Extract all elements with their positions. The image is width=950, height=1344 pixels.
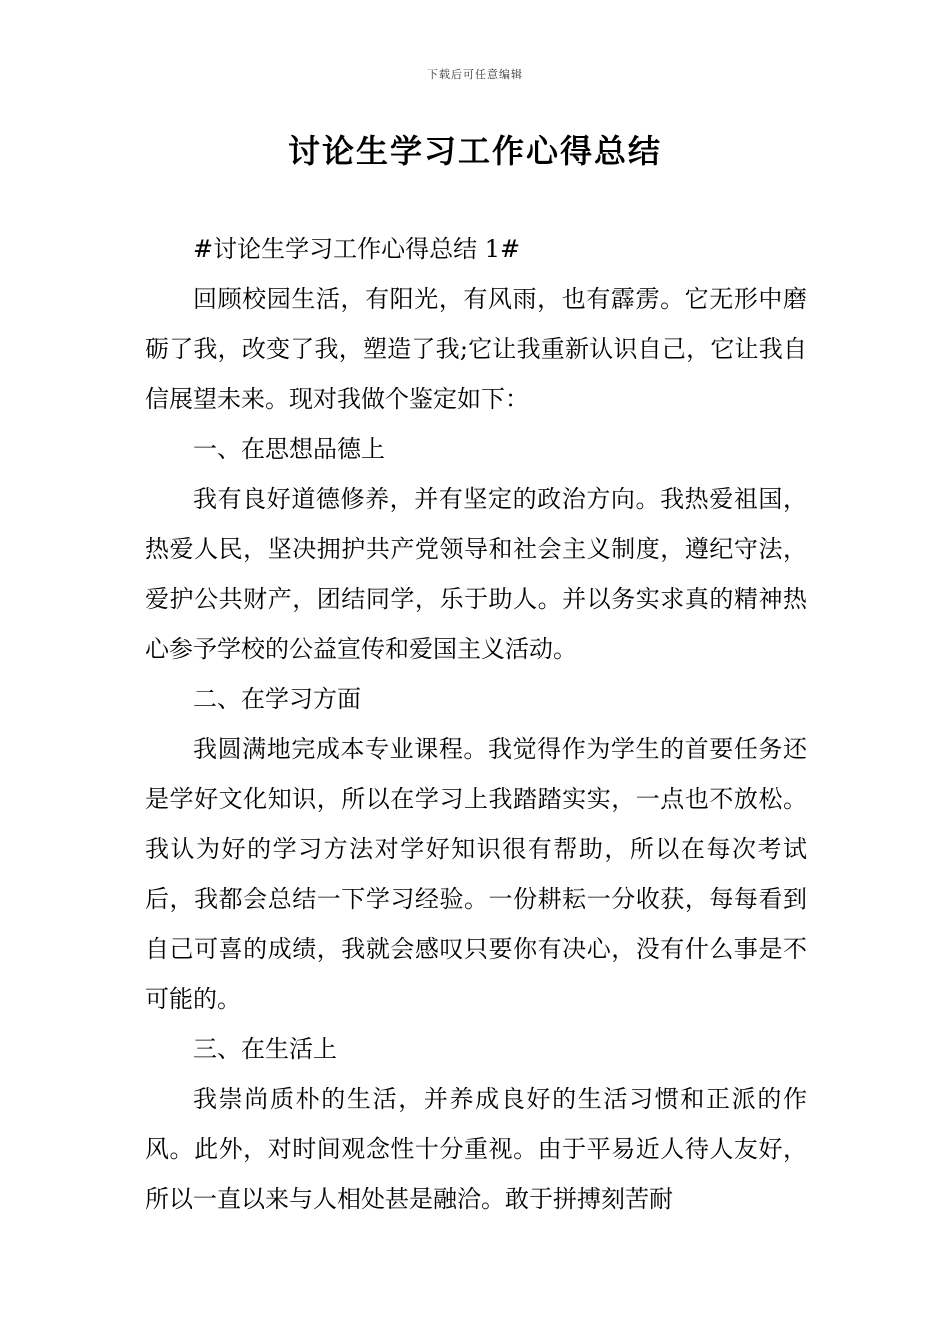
document-title: 讨论生学习工作心得总结 xyxy=(287,132,662,170)
section-heading: #讨论生学习工作心得总结 1# xyxy=(193,235,521,263)
body-paragraph: 我有良好道德修养，并有坚定的政治方向。我热爱祖国，热爱人民，坚决拥护共产党领导和社会主义制度，遵纪守法，爱护公共财产，团结同学，乐于助人。并以务实求真的精神热心参予学校的公益宣传和爱国主义活动。 xyxy=(145,485,807,663)
document-body xyxy=(145,224,807,1224)
body-paragraph: 我崇尚质朴的生活，并养成良好的生活习惯和正派的作风。此外，对时间观念性十分重视。由于平易近人待人友好，所以一直以来与人相处甚是融洽。敢于拼搏刻苦耐 xyxy=(145,1085,807,1213)
header-note: 下载后可任意编辑 xyxy=(427,68,523,81)
subsection-heading: 二、在学习方面 xyxy=(193,685,361,713)
body-paragraph: 回顾校园生活，有阳光，有风雨，也有霹雳。它无形中磨砺了我，改变了我，塑造了我;它让我重新认识自己，它让我自信展望未来。现对我做个鉴定如下： xyxy=(145,285,807,413)
subsection-heading: 一、在思想品德上 xyxy=(193,435,385,463)
subsection-heading: 三、在生活上 xyxy=(193,1035,337,1063)
body-paragraph: 我圆满地完成本专业课程。我觉得作为学生的首要任务还是学好文化知识，所以在学习上我踏踏实实，一点也不放松。我认为好的学习方法对学好知识很有帮助，所以在每次考试后，我都会总结一下学习经验。一份耕耘一分收获，每每看到自己可喜的成绩，我就会感叹只要你有决心，没有什么事是不可能的。 xyxy=(145,735,807,1013)
